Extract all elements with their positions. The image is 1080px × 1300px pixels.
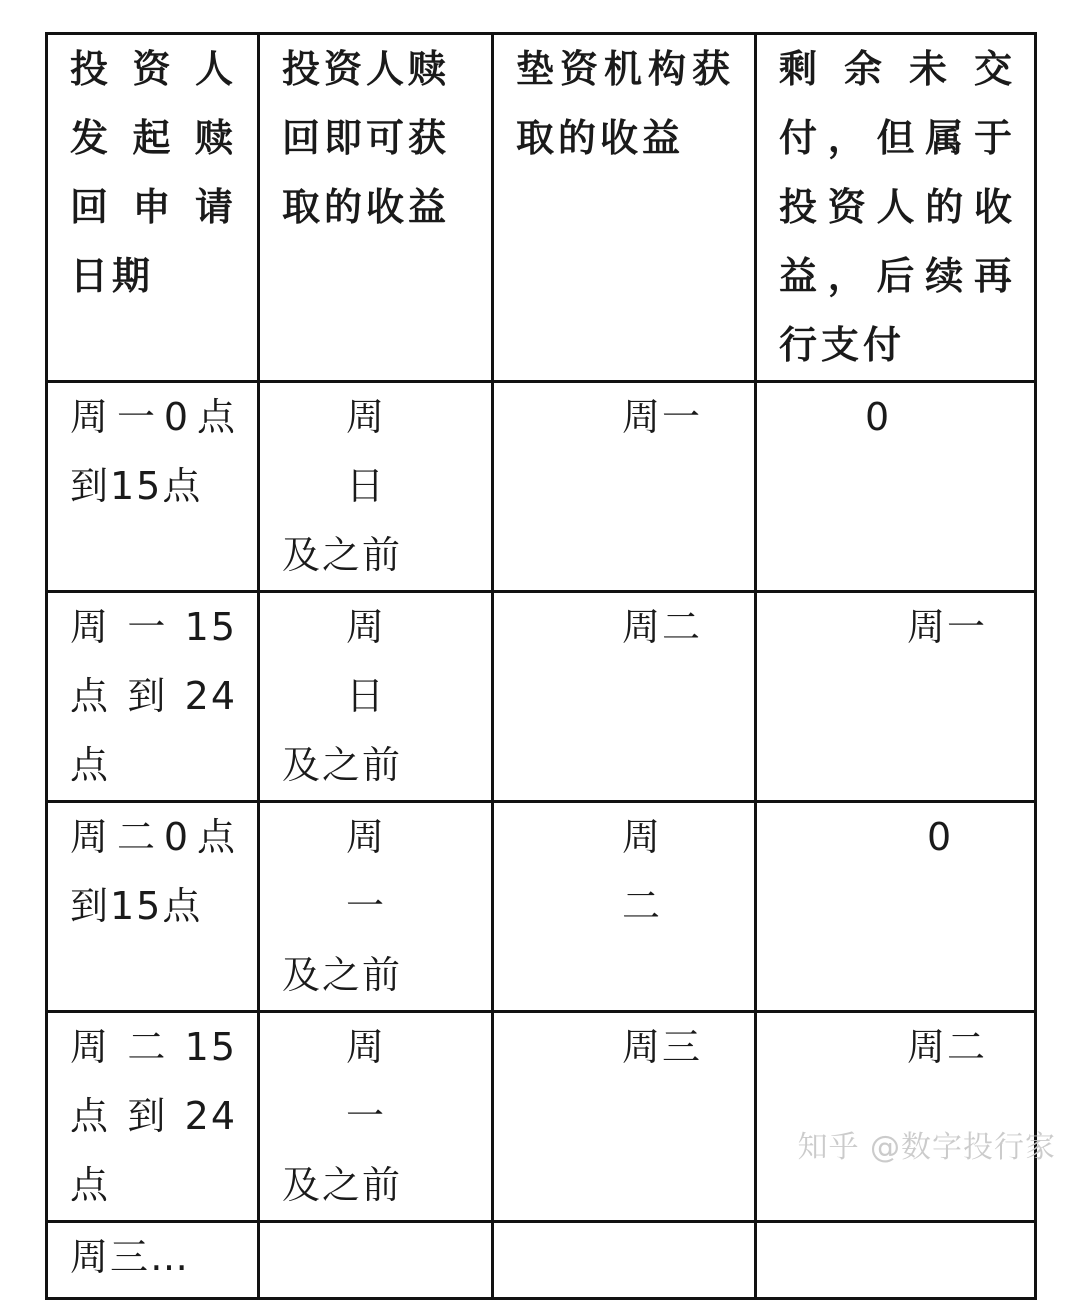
table-row	[47, 1012, 1036, 1222]
table-cell	[259, 1222, 493, 1299]
table-cell	[493, 592, 756, 802]
table-row	[47, 1222, 1036, 1299]
cell-value	[260, 1013, 491, 1220]
table-cell	[259, 1012, 493, 1222]
header-cell-request-date	[47, 34, 259, 382]
cell-value: 0	[865, 395, 892, 439]
table-cell	[756, 382, 1036, 592]
cell-value: 周三…	[70, 1235, 191, 1279]
table-cell	[47, 1012, 259, 1222]
table-cell	[493, 382, 756, 592]
cell-value-part: 及之前	[282, 533, 403, 577]
cell-value: 0	[927, 815, 954, 859]
header-cell-remaining-income	[756, 34, 1036, 382]
table-row	[47, 382, 1036, 592]
header-label: 投资人发起赎回申请日期	[70, 47, 237, 298]
data-table	[45, 32, 1037, 1300]
table-cell	[756, 592, 1036, 802]
table-cell	[47, 1222, 259, 1299]
cell-value: 周三	[622, 1025, 703, 1069]
table-cell	[493, 802, 756, 1012]
table-cell	[756, 1012, 1036, 1222]
cell-value: 周二	[907, 1025, 988, 1069]
cell-value: 周一0点到15点	[70, 395, 237, 508]
cell-value	[260, 803, 491, 1010]
header-cell-redeem-income	[259, 34, 493, 382]
cell-value-part: 周日	[346, 395, 433, 508]
header-label: 垫资机构获取的收益	[516, 47, 734, 160]
table-cell	[259, 592, 493, 802]
table-row	[47, 802, 1036, 1012]
cell-value: 周一	[907, 605, 988, 649]
cell-value-part: 周一	[346, 815, 433, 928]
table-row	[47, 592, 1036, 802]
table-cell	[756, 802, 1036, 1012]
table-cell	[47, 382, 259, 592]
header-row	[47, 34, 1036, 382]
watermark: 知乎 @数字投行家	[797, 1130, 1056, 1165]
cell-value: 周二	[622, 605, 703, 649]
header-label: 投资人赎回即可获取的收益	[282, 47, 451, 229]
cell-value-part: 周日	[346, 605, 433, 718]
cell-value	[260, 383, 491, 590]
cell-value: 周二0点到15点	[70, 815, 237, 928]
header-cell-advance-income	[493, 34, 756, 382]
cell-value	[260, 593, 491, 800]
cell-value: 周一15点到24点	[70, 605, 237, 787]
cell-value-part: 及之前	[282, 953, 403, 997]
table-cell	[47, 802, 259, 1012]
header-label: 剩余未交付，但属于投资人的收益，后续再行支付	[779, 47, 1016, 367]
table-cell	[259, 382, 493, 592]
table-cell	[756, 1222, 1036, 1299]
cell-value-part: 周一	[346, 1025, 433, 1138]
table-cell	[493, 1222, 756, 1299]
cell-value-part: 及之前	[282, 743, 403, 787]
table-cell	[493, 1012, 756, 1222]
cell-value: 周二	[622, 815, 705, 928]
table-cell	[259, 802, 493, 1012]
cell-value: 周一	[622, 395, 703, 439]
cell-value: 周二15点到24点	[70, 1025, 237, 1207]
cell-value-part: 及之前	[282, 1163, 403, 1207]
table-cell	[47, 592, 259, 802]
